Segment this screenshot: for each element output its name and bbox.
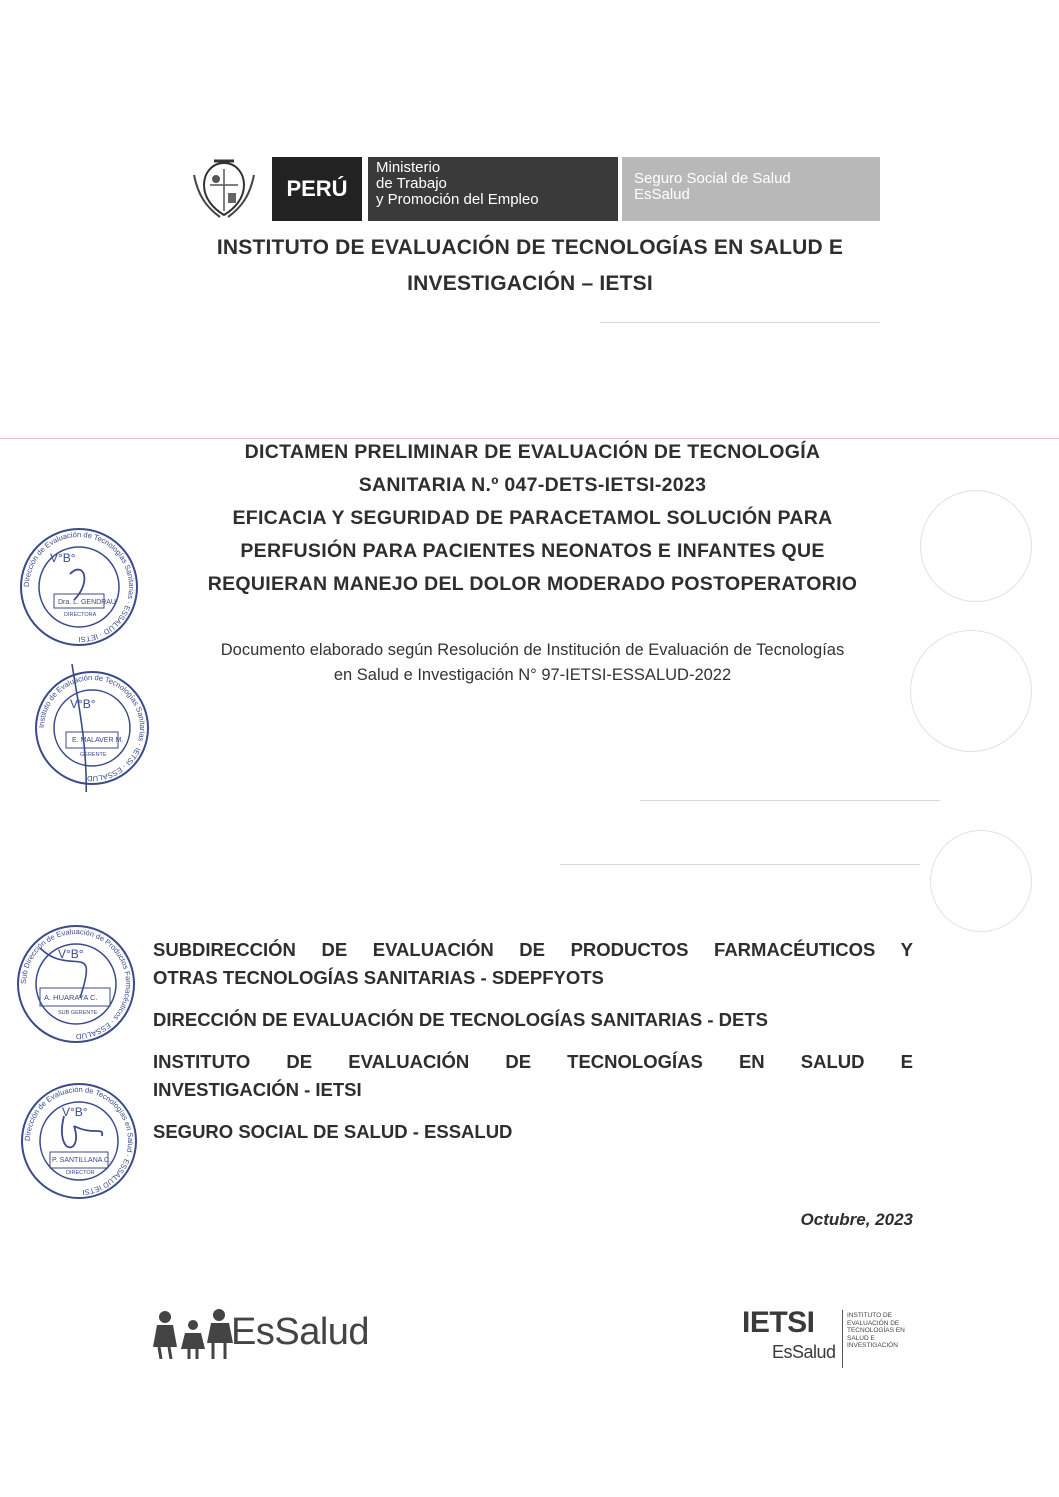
stamp-name: E. MALAVER M. <box>72 737 124 744</box>
stamp-role: GERENTE <box>80 752 107 758</box>
agency-line: EsSalud <box>634 186 690 203</box>
stamp-vb: V°B° <box>50 551 76 565</box>
dictamen-line: SANITARIA N.º 047-DETS-IETSI-2023 <box>358 474 707 496</box>
org-direccion: DIRECCIÓN DE EVALUACIÓN DE TECNOLOGÍAS SANITARIAS - DETS <box>153 1009 768 1030</box>
ietsi-desc-line: INSTITUTO DE <box>847 1312 893 1319</box>
ietsi-wordmark: IETSI <box>742 1306 815 1339</box>
document-note <box>140 638 925 688</box>
approval-stamp <box>28 664 156 792</box>
coat-of-arms-icon <box>184 155 264 223</box>
ietsi-desc-line: EVALUACIÓN DE <box>847 1319 900 1327</box>
document-date: Octubre, 2023 <box>800 1210 913 1229</box>
org-instituto-line: INSTITUTO DE EVALUACIÓN DE TECNOLOGÍAS EN SALUD E <box>153 1051 913 1072</box>
stamp-vb: V°B° <box>70 697 96 711</box>
dictamen-line: REQUIERAN MANEJO DEL DOLOR MODERADO POSTOPERATORIO <box>207 573 858 595</box>
family-icon <box>153 1309 233 1359</box>
approval-stamp <box>10 918 142 1050</box>
ministry-line: Ministerio <box>376 159 441 176</box>
bleed-line <box>640 800 940 801</box>
stamp-role: SUB GERENTE <box>58 1010 98 1016</box>
bleed-line <box>560 864 920 865</box>
ghost-stamp <box>910 630 1032 752</box>
stamp-role: DIRECTOR <box>66 1170 95 1176</box>
ghost-stamp <box>920 490 1032 602</box>
agency-box <box>622 157 880 221</box>
note-line: Documento elaborado según Resolución de Institución de Evaluación de Tecnologías <box>220 641 845 659</box>
dictamen-line: PERFUSIÓN PARA PACIENTES NEONATOS E INFANTES QUE <box>240 540 825 562</box>
org-subdireccion-line: SUBDIRECCIÓN DE EVALUACIÓN DE PRODUCTOS FARMACÉUTICOS Y <box>153 939 913 960</box>
org-subdireccion-line: OTRAS TECNOLOGÍAS SANITARIAS - SDEPFYOTS <box>153 967 604 988</box>
title-line: INSTITUTO DE EVALUACIÓN DE TECNOLOGÍAS EN SALUD E <box>216 236 844 259</box>
dictamen-line: EFICACIA Y SEGURIDAD DE PARACETAMOL SOLUCIÓN PARA <box>232 507 833 529</box>
ietsi-desc-line: TECNOLOGÍAS EN <box>847 1327 905 1334</box>
stamp-vb: V°B° <box>62 1105 88 1119</box>
agency-line: Seguro Social de Salud <box>634 170 791 187</box>
note-line: en Salud e Investigación N° 97-IETSI-ESSALUD-2022 <box>333 666 732 684</box>
essalud-logo <box>153 1305 398 1365</box>
approval-stamp <box>14 1076 144 1206</box>
ministry-box <box>368 157 618 221</box>
org-instituto-line: INVESTIGACIÓN - IETSI <box>153 1079 362 1100</box>
stamp-name: A. HUARAYA C. <box>44 993 98 1002</box>
stamp-vb: V°B° <box>58 947 84 961</box>
ietsi-desc-line: INVESTIGACIÓN <box>847 1342 898 1349</box>
stamp-name: P. SANTILLANA C. <box>52 1157 112 1164</box>
ietsi-logo <box>742 1308 912 1372</box>
country-label: PERÚ <box>286 176 348 201</box>
ietsi-description <box>847 1312 912 1350</box>
ietsi-desc-line: SALUD E <box>847 1334 875 1342</box>
ghost-stamp <box>930 830 1032 932</box>
stamp-ring-text: Sub Dirección de Evaluación de Productos Farmacéuticos · ESSALUD <box>18 926 134 1042</box>
ietsi-essalud-sub: EsSalud <box>772 1342 836 1362</box>
country-box <box>272 157 362 221</box>
ietsi-divider <box>842 1310 843 1368</box>
organizations-block <box>153 936 913 1146</box>
institute-title <box>100 236 960 296</box>
ministry-line: y Promoción del Empleo <box>376 191 539 208</box>
stamp-ring-text: Dirección de Evaluación de Tecnologías Sanitarias · ESSALUD · IETSI <box>21 529 137 645</box>
stamp-name: Dra. L. GENDRAU <box>58 599 116 606</box>
stamp-ring-text: Dirección de Evaluación de Tecnologías en Salud · ESSALUD IETSI <box>22 1084 136 1197</box>
essalud-wordmark: EsSalud <box>231 1311 370 1353</box>
dictamen-title <box>130 436 935 601</box>
title-line: INVESTIGACIÓN – IETSI <box>407 272 653 295</box>
org-seguro: SEGURO SOCIAL DE SALUD - ESSALUD <box>153 1121 513 1142</box>
approval-stamp <box>14 522 144 652</box>
ministry-line: de Trabajo <box>376 175 447 192</box>
header-logo <box>184 155 880 223</box>
bleed-line <box>600 322 880 323</box>
dictamen-line: DICTAMEN PRELIMINAR DE EVALUACIÓN DE TECNOLOGÍA <box>244 441 821 463</box>
stamp-ring-text: Instituto de Evaluación de Tecnologías Sanitarias · IETSI · ESSALUD <box>36 672 148 784</box>
stamp-role: DIRECTORA <box>64 612 97 618</box>
